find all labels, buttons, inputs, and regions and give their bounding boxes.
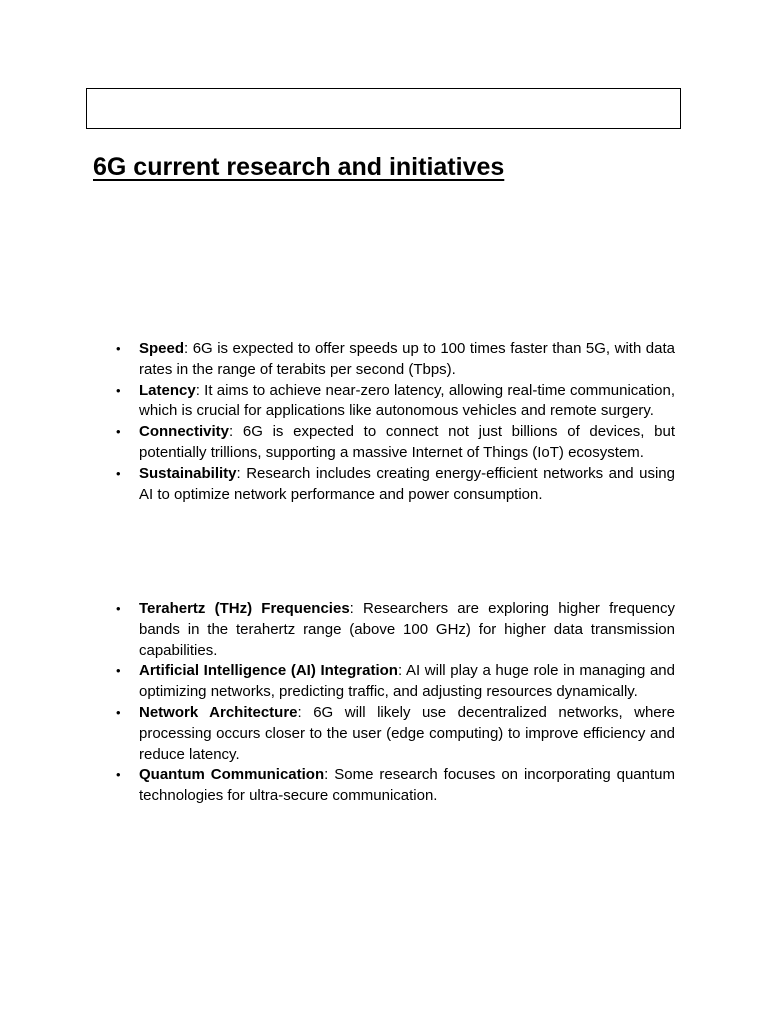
item-text: : Researchers are exploring higher frequency bands in the terahertz range (above 100 GHz) for higher data transmission capabilities.	[139, 600, 675, 659]
list-item-sustainability	[112, 464, 675, 506]
list-item-quantum-communication	[112, 765, 675, 807]
item-text: : It aims to achieve near-zero latency, allowing real-time communication, which is crucial for applications like autonomous vehicles and remote surgery.	[139, 381, 675, 420]
item-term: Latency	[139, 381, 196, 399]
bullet-icon: •	[116, 663, 121, 679]
header-box	[86, 88, 681, 129]
item-text: : 6G is expected to connect not just billions of devices, but potentially trillions, supporting a massive Internet of Things (IoT) ecosystem.	[139, 423, 675, 461]
item-term: Terahertz (THz) Frequencies	[139, 600, 350, 617]
list-item-latency	[112, 381, 675, 423]
bullet-icon: •	[116, 424, 121, 440]
item-text: : 6G will likely use decentralized networks, where processing occurs closer to the user (edge computing) to improve efficiency and reduce latency.	[139, 703, 675, 763]
bullet-icon: •	[116, 382, 121, 398]
item-text: : Research includes creating energy-efficient networks and using AI to optimize network performance and power consumption.	[139, 464, 675, 503]
page-title: 6G current research and initiatives	[93, 153, 505, 181]
bullet-icon: •	[116, 341, 121, 356]
bullet-icon: •	[116, 601, 121, 616]
bullet-icon: •	[116, 767, 121, 783]
list-item-ai-integration	[112, 661, 675, 703]
item-term: Artificial Intelligence (AI) Integration	[139, 662, 398, 680]
list-item-speed	[112, 339, 675, 381]
item-term: Network Architecture	[139, 703, 298, 721]
bullet-icon: •	[116, 465, 121, 481]
item-term: Sustainability	[139, 464, 237, 482]
list-item-connectivity	[112, 422, 675, 464]
bullet-icon: •	[116, 704, 121, 720]
item-term: Quantum Communication	[139, 766, 325, 784]
list-item-terahertz	[112, 599, 675, 661]
item-text: : Some research focuses on incorporating quantum technologies for ultra-secure communication.	[139, 766, 675, 805]
list-item-network-architecture	[112, 703, 675, 765]
research-areas-list	[112, 599, 675, 807]
item-text: : AI will play a huge role in managing and optimizing networks, predicting traffic, and adjusting resources dynamically.	[139, 662, 675, 701]
item-term: Connectivity	[139, 423, 230, 441]
item-term: Speed	[139, 340, 185, 357]
key-features-list	[112, 339, 675, 505]
item-text: : 6G is expected to offer speeds up to 100 times faster than 5G, with data rates in the range of terabits per second (Tbps).	[139, 340, 675, 378]
